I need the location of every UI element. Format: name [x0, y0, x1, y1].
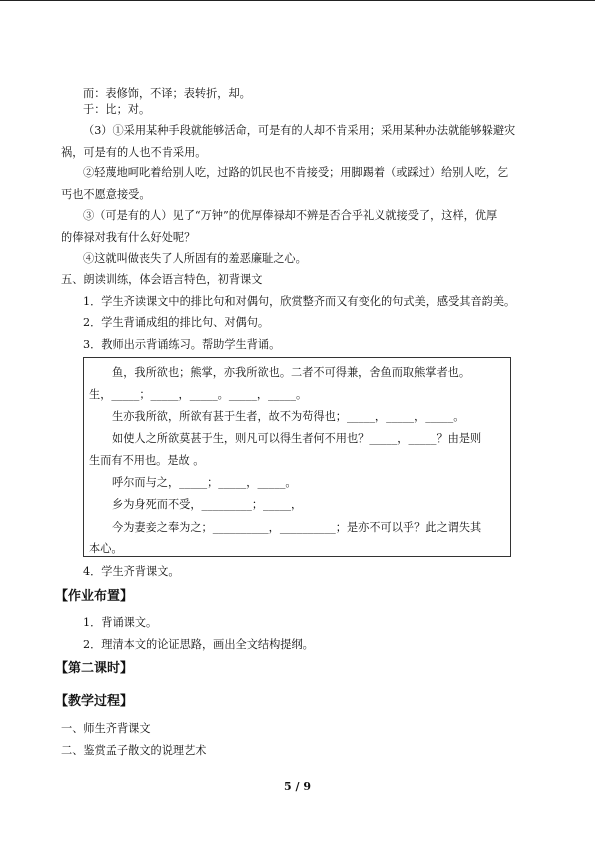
homework-heading: 【作业布置】 [55, 589, 134, 604]
process-step-2: 二、鉴赏孟子散文的说理艺术 [61, 744, 207, 757]
translation-2a: ②轻蔑地呵叱着给别人吃，过路的饥民也不肯接受；用脚踢着（或踩过）给别人吃，乞 [83, 166, 509, 179]
exercise-line-7: 乡为身死而不受，_________；_____， [112, 498, 303, 511]
translation-1a: （3）①采用某种手段就能够活命，可是有的人却不肯采用；采用某种办法就能够躲避灾 [83, 124, 516, 137]
translation-2b: 丐也不愿意接受。 [61, 188, 151, 201]
section5-title: 五、朗读训练，体会语言特色，初背课文 [61, 273, 263, 286]
exercise-line-1: 鱼，我所欲也；熊掌，亦我所欲也。二者不可得兼，舍鱼而取熊掌者也。 [112, 366, 471, 379]
process-step-1: 一、师生齐背课文 [61, 722, 151, 735]
translation-3a: ③（可是有的人）见了“万钟”的优厚俸禄却不辨是否合乎礼义就接受了，这样，优厚 [83, 209, 498, 222]
header-rule [0, 0, 595, 1]
exercise-line-3: 生亦我所欲，所欲有甚于生者，故不为苟得也；_____，_____，_____。 [112, 410, 465, 423]
page-number: 5 / 9 [284, 780, 311, 793]
teaching-process-heading: 【教学过程】 [55, 694, 134, 709]
homework-item-2: 2．理清本文的论证思路，画出全文结构提纲。 [83, 638, 314, 651]
exercise-line-9: 本心。 [89, 542, 123, 555]
exercise-line-5: 生而有不用也。是故 。 [89, 454, 205, 467]
section5-item-4: 4．学生齐背课文。 [83, 565, 180, 578]
section5-item-3: 3．教师出示背诵练习。帮助学生背诵。 [83, 338, 281, 351]
exercise-line-2: 生，_____；_____，_____。_____，_____。 [89, 388, 308, 401]
section5-item-2: 2．学生背诵成组的排比句、对偶句。 [83, 316, 270, 329]
exercise-line-6: 呼尔而与之，_____；_____，_____。 [112, 476, 297, 489]
note-er: 而：表修饰，不译；表转折，却。 [83, 87, 251, 100]
section5-item-1: 1．学生齐读课文中的排比句和对偶句，欣赏整齐而又有变化的句式美，感受其音韵美。 [83, 295, 516, 308]
exercise-line-8: 今为妻妾之奉为之；__________，__________；是亦不可以乎？此之谓失其 [112, 521, 482, 534]
note-yu: 于：比；对。 [83, 103, 151, 116]
homework-item-1: 1．背诵课文。 [83, 616, 158, 629]
translation-4: ④这就叫做丧失了人所固有的羞恶廉耻之心。 [83, 252, 307, 265]
translation-3b: 的俸禄对我有什么好处呢？ [61, 231, 196, 244]
translation-1b: 祸，可是有的人也不肯采用。 [61, 146, 207, 159]
lesson2-heading: 【第二课时】 [55, 661, 134, 676]
exercise-line-4: 如使人之所欲莫甚于生，则凡可以得生者何不用也？_____，_____？由是则 [112, 432, 482, 445]
